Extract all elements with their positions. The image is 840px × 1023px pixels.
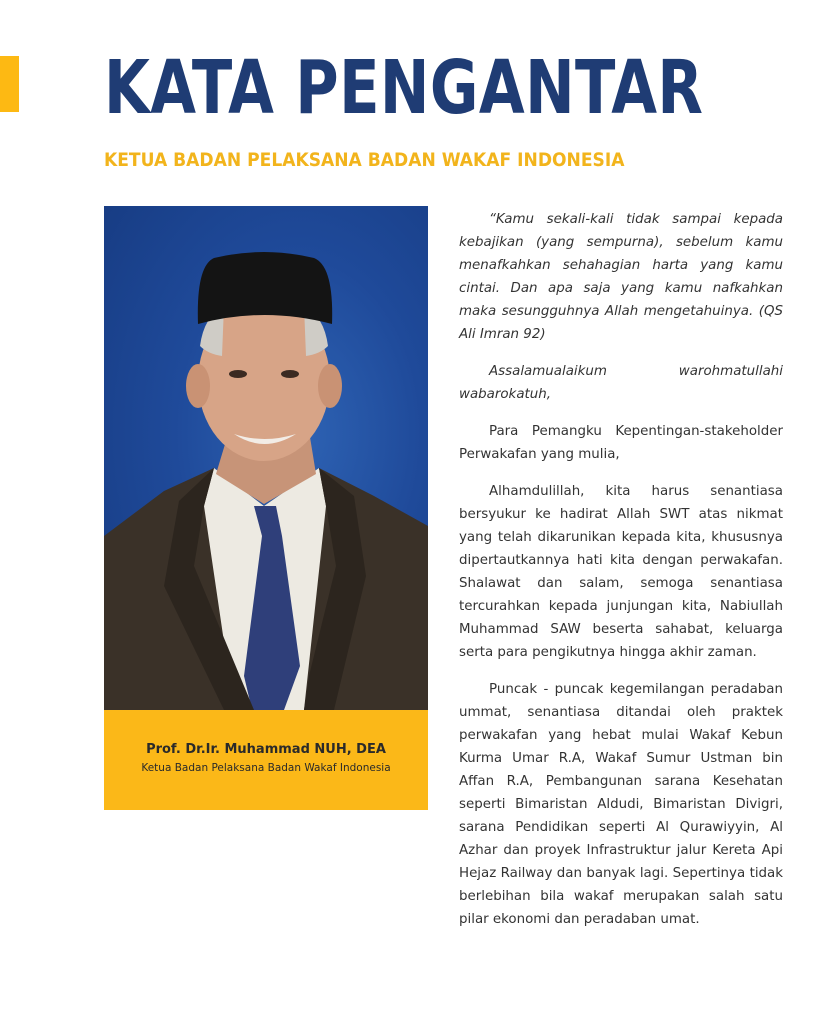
body-text	[459, 208, 783, 945]
accent-bar	[0, 56, 19, 112]
address-line: Para Pemangku Kepentingan-stakeholder Perwakafan yang mulia,	[459, 424, 783, 462]
portrait-illustration	[104, 206, 428, 710]
paragraph-history: Puncak - puncak kegemilangan peradaban ummat, senantiasa ditandai oleh praktek perwakafan yang hebat mulai Wakaf Kebun Kurma Umar R.A, Wakaf Sumur Ustman bin Affan R.A, Pembangunan sarana Kesehatan seperti Bimaristan Aldudi, Bimaristan Divigri, sarana Pendidikan seperti Al Qurawiyyin, Al Azhar dan proyek Infrastruktur jalur Kereta Api Hejaz Railway dan banyak lagi. Sepertinya tidak berlebihan bila wakaf merupakan salah satu pilar ekonomi dan peradaban umat.	[459, 682, 783, 927]
page-subtitle: KETUA BADAN PELAKSANA BADAN WAKAF INDONESIA	[104, 149, 625, 171]
person-name: Prof. Dr.Ir. Muhammad NUH, DEA	[146, 742, 386, 757]
person-role: Ketua Badan Pelaksana Badan Wakaf Indonesia	[141, 762, 391, 774]
portrait-caption	[104, 710, 428, 810]
paragraph-gratitude: Alhamdulillah, kita harus senantiasa bersyukur ke hadirat Allah SWT atas nikmat yang telah dikarunikan kepada kita, khususnya dipertautkannya hati kita dengan perwakafan. Shalawat dan salam, semoga senantiasa tercurahkan kepada junjungan kita, Nabiullah Muhammad SAW beserta sahabat, keluarga serta para pengikutnya hingga akhir zaman.	[459, 484, 783, 660]
portrait-photo	[104, 206, 428, 710]
page-title: KATA PENGANTAR	[104, 45, 704, 131]
greeting: Assalamualaikum warohmatullahi wabarokatuh,	[459, 364, 783, 402]
quran-quote: “Kamu sekali-kali tidak sampai kepada kebajikan (yang sempurna), sebelum kamu menafkahkan sehahagian harta yang kamu cintai. Dan apa saja yang kamu nafkahkan maka sesungguhnya Allah mengetahuinya. (QS Ali Imran 92)	[459, 212, 783, 342]
